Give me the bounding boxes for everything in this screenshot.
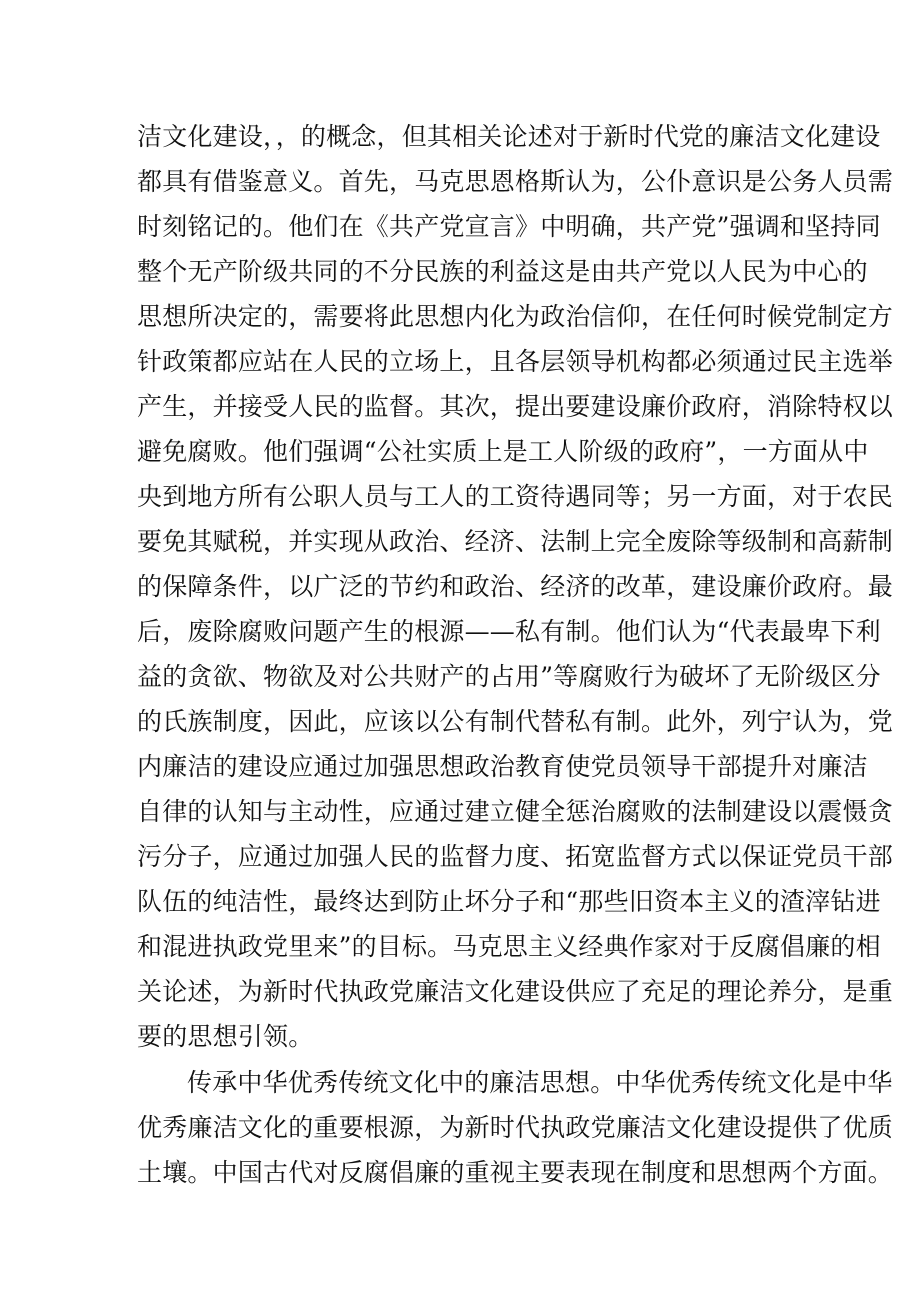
paragraph-line: 的氏族制度，因此，应该以公有制代替私有制。此外，列宁认为，党 — [137, 707, 894, 736]
paragraph-line: 自律的认知与主动性，应通过建立健全惩治腐败的法制建设以震慑贪 — [137, 797, 894, 826]
paragraph-line: 整个无产阶级共同的不分民族的利益这是由共产党以人民为中心的 — [137, 257, 868, 286]
paragraph-line: 时刻铭记的。他们在《共产党宣言》中明确，共产党”强调和坚持同 — [137, 212, 881, 241]
paragraph-line: 污分子，应通过加强人民的监督力度、拓宽监督方式以保证党员干部 — [137, 842, 894, 871]
paragraph-line: 央到地方所有公职人员与工人的工资待遇同等；另一方面，对于农民 — [137, 482, 894, 511]
paragraph-line: 思想所决定的，需要将此思想内化为政治信仰，在任何时候党制定方 — [137, 302, 894, 331]
paragraph-line: 后，废除腐败问题产生的根源——私有制。他们认为“代表最卑下利 — [137, 617, 881, 646]
paragraph-line: 传承中华优秀传统文化中的廉洁思想。中华优秀传统文化是中华 — [187, 1068, 893, 1097]
paragraph-line: 内廉洁的建设应通过加强思想政治教育使党员领导干部提升对廉洁 — [137, 752, 868, 781]
paragraph-line: 队伍的纯洁性，最终达到防止坏分子和“那些旧资本主义的渣滓钻进 — [137, 887, 881, 916]
paragraph-line: 益的贪欲、物欲及对公共财产的占用”等腐败行为破坏了无阶级区分 — [137, 662, 881, 691]
paragraph-1 — [137, 114, 894, 1059]
paragraph-line: 的保障条件，以广泛的节约和政治、经济的改革，建设廉价政府。最 — [137, 572, 894, 601]
paragraph-line: 优秀廉洁文化的重要根源，为新时代执政党廉洁文化建设提供了优质 — [137, 1113, 894, 1142]
paragraph-line: 要的思想引领。 — [137, 1022, 314, 1051]
paragraph-line: 针政策都应站在人民的立场上，且各层领导机构都必须通过民主选举 — [137, 347, 894, 376]
paragraph-line: 避免腐败。他们强调“公社实质上是工人阶级的政府”，一方面从中 — [137, 437, 869, 466]
paragraph-line: 要免其赋税，并实现从政治、经济、法制上完全废除等级制和高薪制 — [137, 527, 894, 556]
paragraph-line: 都具有借鉴意义。首先，马克思恩格斯认为，公仆意识是公务人员需 — [137, 167, 894, 196]
paragraph-line: 土壤。中国古代对反腐倡廉的重视主要表现在制度和思想两个方面。 — [137, 1158, 894, 1187]
paragraph-line: 关论述，为新时代执政党廉洁文化建设供应了充足的理论养分，是重 — [137, 977, 894, 1006]
paragraph-line: 产生，并接受人民的监督。其次，提出要建设廉价政府，消除特权以 — [137, 392, 894, 421]
paragraph-line: 和混进执政党里来”的目标。马克思主义经典作家对于反腐倡廉的相 — [137, 932, 881, 961]
paragraph-2 — [137, 1060, 894, 1195]
paragraph-line: 洁文化建设，，的概念，但其相关论述对于新时代党的廉洁文化建设 — [137, 122, 881, 151]
